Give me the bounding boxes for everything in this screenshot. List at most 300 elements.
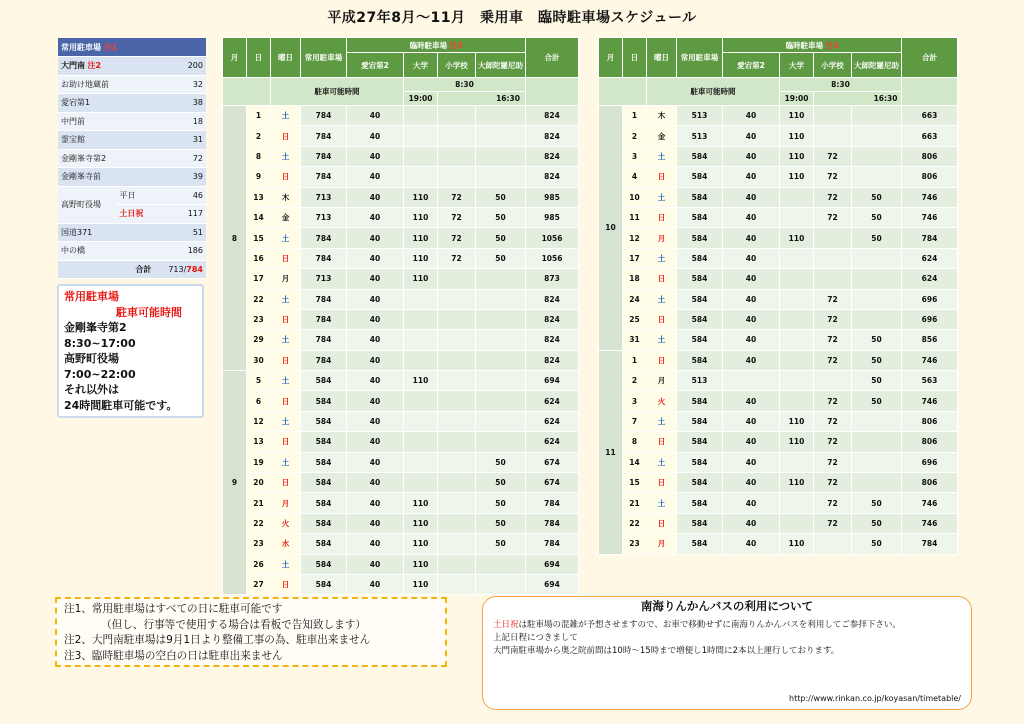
count-cell [852,289,902,309]
count-cell: 72 [814,452,852,472]
count-cell [404,126,438,146]
count-cell: 40 [347,126,404,146]
table-row [599,452,958,472]
count-cell: 584 [677,167,723,187]
avail-label: 駐車可能時間 [271,78,404,106]
count-cell: 110 [404,269,438,289]
count-cell [404,106,438,126]
weekday-cell: 土 [271,228,301,248]
day-cell: 18 [623,269,647,289]
day-cell: 27 [247,574,271,594]
count-cell: 40 [347,554,404,574]
count-cell: 40 [723,350,780,370]
count-cell [780,391,814,411]
count-cell: 584 [301,534,347,554]
weekday-cell: 土 [271,554,301,574]
parking-capacity: 38 [154,94,206,113]
count-cell [852,432,902,452]
avail-time-close: 16:30 [814,92,958,106]
count-cell [438,309,476,329]
col-atago: 愛宕第2 [347,53,404,78]
count-cell: 40 [723,167,780,187]
total-cell: 694 [526,574,579,594]
note-line: 注1、常用駐車場はすべての日に駐車可能です [64,603,283,615]
count-cell: 110 [780,411,814,431]
count-cell: 40 [723,534,780,554]
total-cell: 784 [902,228,958,248]
count-cell: 40 [347,473,404,493]
total-cell: 1056 [526,248,579,268]
table-row [599,391,958,411]
count-cell: 784 [301,106,347,126]
weekday-cell: 火 [271,513,301,533]
count-cell [476,432,526,452]
bus-timetable-link[interactable]: http://www.rinkan.co.jp/koyasan/timetable/ [789,694,961,703]
count-cell: 50 [852,493,902,513]
weekday-cell: 日 [271,309,301,329]
count-cell: 72 [814,330,852,350]
parking-name: 霊宝館 [58,131,154,150]
col-month: 月 [223,38,247,78]
table-row [599,513,958,533]
count-cell [780,452,814,472]
table-row [599,473,958,493]
count-cell: 40 [723,228,780,248]
weekday-cell: 日 [271,432,301,452]
info-line: 常用駐車場 [64,290,119,303]
count-cell: 584 [677,309,723,329]
count-cell [404,411,438,431]
parking-name: 高野町役場 [58,186,116,223]
count-cell: 110 [780,534,814,554]
table-row [223,146,579,166]
total-cell: 563 [902,371,958,391]
table-row [223,106,579,126]
count-cell: 784 [301,289,347,309]
count-cell [404,330,438,350]
bus-info-text: 土日祝は駐車場の混雑が予想させますので、お車で移動せずに南海りんかんバスを利用してご参拝下さい。 [493,620,901,630]
table-row [599,350,958,370]
parking-capacity: 39 [154,168,206,187]
total-cell: 806 [902,432,958,452]
weekday-cell: 月 [647,228,677,248]
weekday-cell: 月 [271,269,301,289]
count-cell [476,371,526,391]
count-cell: 110 [404,554,438,574]
count-cell: 50 [852,228,902,248]
total-cell: 624 [526,391,579,411]
count-cell [814,534,852,554]
count-cell: 40 [723,391,780,411]
count-cell: 40 [723,309,780,329]
parking-capacity: 186 [154,242,206,261]
count-cell: 40 [723,493,780,513]
count-cell [476,330,526,350]
count-cell [438,391,476,411]
col-weekday: 曜日 [647,38,677,78]
day-cell: 11 [623,207,647,227]
day-cell: 1 [623,106,647,126]
count-cell [476,167,526,187]
weekday-cell: 日 [647,350,677,370]
weekday-cell: 日 [647,432,677,452]
count-cell: 584 [677,473,723,493]
count-cell [438,126,476,146]
parking-name: お助け地蔵前 [58,75,154,94]
total-cell: 746 [902,207,958,227]
count-cell: 40 [347,228,404,248]
count-cell [438,371,476,391]
total-cell: 824 [526,106,579,126]
count-cell: 110 [404,513,438,533]
count-cell: 784 [301,167,347,187]
table-row [599,493,958,513]
count-cell: 784 [301,126,347,146]
count-cell: 584 [301,473,347,493]
count-cell: 110 [780,146,814,166]
weekday-cell: 土 [647,330,677,350]
parking-name: 金剛峯寺前 [58,168,154,187]
col-total: 合計 [902,38,958,78]
weekday-cell: 月 [647,371,677,391]
count-cell: 584 [677,207,723,227]
day-cell: 15 [623,473,647,493]
weekday-cell: 日 [647,207,677,227]
count-cell: 72 [814,146,852,166]
table-row [223,371,579,391]
table-row [223,411,579,431]
count-cell [476,289,526,309]
count-cell: 40 [347,452,404,472]
count-cell: 40 [347,146,404,166]
table-row [599,534,958,554]
regular-parking-table [58,38,206,279]
weekday-cell: 土 [271,330,301,350]
parking-capacity: 46 [154,186,206,205]
count-cell: 784 [301,248,347,268]
table-row [223,534,579,554]
count-cell: 72 [438,207,476,227]
count-cell [438,146,476,166]
weekday-cell: 土 [647,411,677,431]
weekday-cell: 土 [271,146,301,166]
weekday-cell: 日 [647,167,677,187]
day-cell: 1 [247,106,271,126]
count-cell: 40 [723,330,780,350]
count-cell [438,330,476,350]
count-cell: 40 [347,269,404,289]
page-title: 平成27年8月～11月 乗用車 臨時駐車場スケジュール [327,10,697,26]
regular-parking-header: 常用駐車場 注1 [58,38,206,57]
count-cell: 72 [814,513,852,533]
day-cell: 21 [623,493,647,513]
total-cell: 696 [902,289,958,309]
count-cell: 110 [780,126,814,146]
count-cell [814,106,852,126]
count-cell: 40 [723,411,780,431]
count-cell: 50 [476,207,526,227]
total-label: 合計 [58,260,154,279]
count-cell: 72 [814,493,852,513]
count-cell [438,513,476,533]
avail-time-close: 19:00 [404,92,438,106]
count-cell: 72 [814,167,852,187]
weekday-cell: 土 [647,187,677,207]
count-cell [852,167,902,187]
total-cell: 694 [526,554,579,574]
info-line: 7:00~22:00 [64,367,136,381]
parking-name: 中門前 [58,112,154,131]
count-cell: 40 [347,411,404,431]
info-line: 8:30~17:00 [64,336,136,350]
total-value: 713/784 [154,260,206,279]
parking-name: 大門南 注2 [58,57,154,76]
count-cell [814,126,852,146]
weekday-cell: 日 [271,167,301,187]
total-cell: 746 [902,513,958,533]
count-cell: 40 [347,289,404,309]
count-cell: 784 [301,228,347,248]
count-cell: 713 [301,207,347,227]
day-cell: 30 [247,350,271,370]
total-cell: 784 [526,513,579,533]
count-cell: 584 [301,391,347,411]
total-cell: 674 [526,452,579,472]
table-row [599,330,958,350]
count-cell [852,126,902,146]
count-cell [476,309,526,329]
weekday-cell: 月 [647,534,677,554]
count-cell [438,473,476,493]
count-cell: 110 [780,432,814,452]
count-cell: 40 [723,289,780,309]
weekday-cell: 日 [271,473,301,493]
count-cell [852,309,902,329]
count-cell: 584 [677,330,723,350]
count-cell: 513 [677,126,723,146]
total-cell: 694 [526,371,579,391]
table-row [599,207,958,227]
count-cell [476,106,526,126]
count-cell [438,106,476,126]
notes-box [55,597,447,667]
bus-info-title: 南海りんかんバスの利用について [640,599,814,613]
day-cell: 20 [247,473,271,493]
month-cell: 8 [223,106,247,371]
avail-blank [599,78,647,106]
count-cell [723,371,780,391]
count-cell: 713 [301,187,347,207]
count-cell: 584 [677,187,723,207]
info-line: 金剛峯寺第2 [64,321,127,334]
total-cell: 824 [526,289,579,309]
col-atago: 愛宕第2 [723,53,780,78]
count-cell: 584 [301,574,347,594]
col-daishi: 大師陀羅尼助 [476,53,526,78]
count-cell: 110 [404,187,438,207]
col-regular-parking: 常用駐車場 [677,38,723,78]
weekday-label: 平日 [116,186,154,205]
count-cell: 110 [404,371,438,391]
count-cell: 110 [780,473,814,493]
col-total: 合計 [526,38,579,78]
count-cell: 110 [404,228,438,248]
weekday-cell: 土 [271,411,301,431]
count-cell [476,350,526,370]
table-row [223,289,579,309]
table-row [599,228,958,248]
total-cell: 674 [526,473,579,493]
count-cell: 72 [814,473,852,493]
day-cell: 16 [247,248,271,268]
count-cell: 784 [301,146,347,166]
parking-capacity: 18 [154,112,206,131]
schedule-table-aug-sep [222,37,579,595]
weekday-cell: 土 [271,289,301,309]
count-cell: 584 [677,350,723,370]
count-cell: 40 [347,330,404,350]
count-cell: 584 [677,269,723,289]
count-cell: 584 [677,228,723,248]
weekday-cell: 土 [647,289,677,309]
table-row [599,146,958,166]
weekday-cell: 日 [271,574,301,594]
avail-time-close: 16:30 [438,92,579,106]
table-row [599,309,958,329]
weekday-cell: 土 [647,248,677,268]
holiday-label: 土日祝 [116,205,154,224]
count-cell [780,330,814,350]
total-cell: 624 [526,432,579,452]
count-cell [476,269,526,289]
day-cell: 24 [623,289,647,309]
table-row [599,432,958,452]
count-cell: 584 [301,411,347,431]
count-cell: 584 [677,432,723,452]
info-line: それ以外は [64,383,119,396]
count-cell [780,513,814,533]
col-temp-parking: 臨時駐車場 注3 [347,38,526,53]
count-cell: 72 [814,187,852,207]
table-row [223,330,579,350]
weekday-cell: 水 [271,534,301,554]
table-row [599,187,958,207]
parking-capacity: 200 [154,57,206,76]
day-cell: 6 [247,391,271,411]
table-row [599,371,958,391]
weekday-cell: 金 [647,126,677,146]
count-cell: 584 [301,554,347,574]
count-cell: 50 [476,248,526,268]
table-row [599,248,958,268]
total-cell: 824 [526,167,579,187]
parking-name: 金剛峯寺第2 [58,149,154,168]
parking-name: 愛宕第1 [58,94,154,113]
parking-capacity: 32 [154,75,206,94]
total-cell: 784 [902,534,958,554]
count-cell [852,473,902,493]
count-cell: 50 [852,371,902,391]
day-cell: 4 [623,167,647,187]
count-cell: 40 [723,513,780,533]
count-cell: 72 [814,391,852,411]
table-row [223,248,579,268]
table-row [223,126,579,146]
total-cell: 696 [902,309,958,329]
count-cell: 50 [852,513,902,533]
count-cell: 110 [404,574,438,594]
count-cell [438,452,476,472]
total-cell: 663 [902,106,958,126]
day-cell: 22 [247,513,271,533]
avail-blank [223,78,271,106]
count-cell: 40 [347,248,404,268]
month-cell: 10 [599,106,623,351]
total-cell: 624 [526,411,579,431]
total-cell: 824 [526,126,579,146]
day-cell: 2 [247,126,271,146]
count-cell [780,187,814,207]
day-cell: 13 [247,187,271,207]
avail-time-open: 8:30 [404,78,526,92]
weekday-cell: 土 [271,371,301,391]
info-line: 24時間駐車可能です。 [64,398,178,412]
table-row [223,391,579,411]
count-cell [814,248,852,268]
weekday-cell: 木 [271,187,301,207]
table-row [599,269,958,289]
day-cell: 22 [623,513,647,533]
total-cell: 696 [902,452,958,472]
note-line: 注2、大門南駐車場は9月1日より整備工事の為、駐車出来ません [64,634,371,646]
count-cell [404,289,438,309]
table-row [599,411,958,431]
count-cell: 40 [347,167,404,187]
count-cell: 40 [723,106,780,126]
count-cell [438,411,476,431]
count-cell: 110 [780,106,814,126]
weekday-cell: 日 [271,126,301,146]
count-cell [438,554,476,574]
day-cell: 2 [623,126,647,146]
table-row [599,167,958,187]
day-cell: 23 [247,309,271,329]
weekday-cell: 日 [647,309,677,329]
count-cell [476,411,526,431]
count-cell [780,493,814,513]
table-row [223,207,579,227]
col-regular-parking: 常用駐車場 [301,38,347,78]
count-cell: 72 [814,411,852,431]
note-line: 注3、臨時駐車場の空白の日は駐車出来ません [64,649,283,662]
count-cell [404,146,438,166]
count-cell: 72 [438,228,476,248]
total-cell: 824 [526,350,579,370]
count-cell: 40 [723,473,780,493]
day-cell: 31 [623,330,647,350]
day-cell: 3 [623,146,647,166]
weekday-cell: 土 [271,452,301,472]
count-cell: 584 [301,513,347,533]
day-cell: 29 [247,330,271,350]
total-cell: 746 [902,493,958,513]
info-line: 駐車可能時間 [116,305,182,319]
count-cell [438,350,476,370]
weekday-cell: 木 [647,106,677,126]
col-shogakko: 小学校 [814,53,852,78]
count-cell: 584 [677,146,723,166]
count-cell [438,167,476,187]
